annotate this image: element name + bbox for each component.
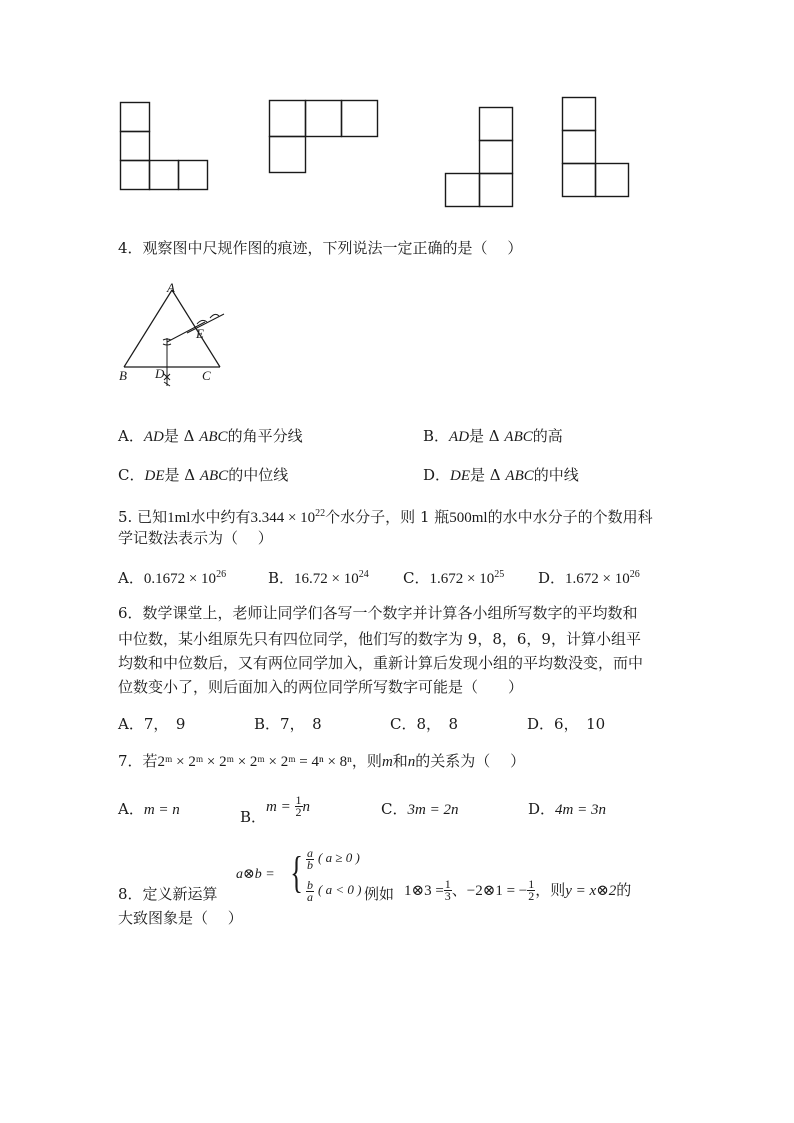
text: 的水中水分子的个数用科 [487,508,653,526]
example-2: −2⊗1 = − [466,882,528,899]
option-letter: B． [254,715,281,733]
text: 的关系为（ ） [415,752,526,770]
times-ten: × 10 [327,571,359,587]
fraction [444,879,452,902]
net-figure-2 [269,100,381,176]
unit: 500ml [449,510,488,526]
option-tri: ABC [504,429,533,445]
numerator: b [307,878,313,892]
option-expr: 4m = 3n [555,802,606,818]
denominator: a [307,890,313,904]
times-ten: × 10 [284,510,316,526]
option-tri: ABC [199,429,228,445]
case1-condition: ( a ≥ 0 ) [318,850,360,865]
q7-option-c[interactable] [381,799,458,820]
option-value: 6， 10 [554,715,606,733]
times-ten: × 10 [598,571,630,587]
option-letter: C． [118,466,145,484]
q5-option-b[interactable] [268,565,369,589]
option-tail: 的高 [532,427,563,445]
option-expr: m = n [143,802,180,818]
q8-definition [236,846,366,906]
case2-fraction [306,880,314,903]
option-expr: 3m = 2n [407,802,459,818]
option-var: DE [144,468,165,484]
times-ten: × 10 [185,571,217,587]
option-value: 7， 9 [143,715,186,733]
exponent: 24 [358,569,369,580]
option-letter: A． [118,800,144,818]
label-A: A [167,280,175,295]
exponent: 26 [629,569,640,580]
option-var: DE [450,468,471,484]
var-n: n [407,754,416,770]
q5-option-d[interactable] [538,565,640,589]
option-value: 7， 8 [280,715,322,733]
unit: 1ml [167,510,191,526]
option-letter: C． [381,800,408,818]
times-ten: × 10 [463,571,495,587]
equation: 2ᵐ × 2ᵐ × 2ᵐ × 2ᵐ × 2ᵐ = 4ⁿ × 8ⁿ [157,754,352,770]
text: 和 [392,752,408,770]
option-letter: B． [240,807,267,826]
numerator: a [307,846,313,860]
q5-option-a[interactable] [118,565,226,589]
option-letter: C． [390,715,417,733]
q4-option-c[interactable] [118,465,288,486]
q4-option-d[interactable] [423,465,579,486]
option-var: AD [449,429,470,445]
exponent: 22 [315,508,326,519]
option-mid: 是 Δ [164,466,200,484]
numerator: 1 [444,877,451,891]
coefficient: 16.72 [294,571,328,587]
option-mid: 是 Δ [469,427,505,445]
case1-fraction [306,848,314,871]
option-letter: B． [268,569,295,587]
denominator: 2 [295,805,302,819]
option-expr: m = [266,798,295,815]
net-figure-3 [445,107,515,210]
option-letter: D． [538,569,566,587]
option-mid: 是 Δ [470,466,506,484]
numerator: 1 [528,877,535,891]
exponent: 26 [216,569,227,580]
net-figure-1 [120,102,210,192]
q8-stem-line2: 大致图象是（ ） [118,909,243,927]
q6-option-b[interactable] [254,714,322,734]
denominator: 2 [528,889,535,903]
numerator: 1 [295,793,302,807]
example-1: 1⊗3 = [404,882,444,899]
q7-option-a[interactable] [118,799,180,820]
net-figure-4 [562,97,632,199]
left-brace: { [290,848,303,897]
q7-option-b[interactable] [240,792,310,828]
option-letter: C． [403,569,430,587]
q8-example-label: 例如 [364,885,395,903]
text: 个水分子，则 1 瓶 [325,508,450,526]
option-letter: D． [423,466,451,484]
option-tail: 的角平分线 [227,427,303,445]
denominator: b [307,858,313,872]
option-tail: 的中位线 [228,466,289,484]
option-tri: ABC [199,468,229,484]
denominator: 3 [444,889,451,903]
exponent: 25 [494,569,505,580]
var-m: m [381,754,393,770]
text: 的 [616,880,632,899]
option-letter: A． [118,715,144,733]
q6-stem-line2: 中位数，某小组原先只有四位同学，他们写的数字为 9，8，6，9，计算小组平 [118,630,641,648]
option-letter: D． [528,800,556,818]
text: ，则 [535,880,566,899]
label-C: C [202,368,211,383]
q5-stem-line1 [118,504,653,528]
q7-stem [118,751,525,772]
q5-stem-line2: 学记数法表示为（ ） [118,529,273,547]
q6-stem-line1: 6．数学课堂上，老师让同学们各写一个数字并计算各小组所写数字的平均数和 [118,604,638,622]
definition-lhs: a⊗b = [236,867,275,882]
option-letter: B． [423,427,450,445]
separator: 、 [451,880,467,899]
fraction [295,795,303,818]
option-tri: ABC [505,468,534,484]
q4-triangle-figure [112,280,232,390]
option-var: AD [143,429,164,445]
q4-option-a[interactable] [118,426,303,447]
option-tail: 的中线 [533,466,579,484]
q8-prefix: 8．定义新运算 [118,885,218,903]
option-letter: A． [118,427,144,445]
q4-stem: 4．观察图中尺规作图的痕迹，下列说法一定正确的是（ ） [118,239,523,257]
q6-stem-line4: 位数变小了，则后面加入的两位同学所写数字可能是（ ） [118,678,524,696]
label-E: E [196,326,204,341]
text: ，则 [351,752,382,770]
coefficient: 1.672 [429,571,464,587]
label-B: B [119,368,127,383]
option-expr: n [302,798,310,815]
text: 7．若 [118,752,158,770]
coefficient: 1.672 [565,571,599,587]
label-D: D [155,366,165,381]
q4-option-b[interactable] [423,426,563,447]
text: 水中约有 [190,508,251,526]
coefficient: 0.1672 [143,571,186,587]
q8-example-line [404,876,631,910]
function: y = x⊗2 [565,882,617,899]
option-letter: A． [118,569,144,587]
text: 5. 已知 [118,508,168,526]
q6-option-d[interactable] [527,714,605,734]
q7-option-d[interactable] [528,799,606,820]
q5-option-c[interactable] [403,565,504,589]
coefficient: 3.344 [250,510,285,526]
q6-stem-line3: 均数和中位数后，又有两位同学加入，重新计算后发现小组的平均数没变，而中 [118,654,644,672]
option-mid: 是 Δ [163,427,200,445]
option-letter: D． [527,715,555,733]
option-value: 8， 8 [416,715,459,733]
q6-option-a[interactable] [118,714,185,734]
q6-option-c[interactable] [390,714,458,734]
case2-condition: ( a < 0 ) [318,882,362,897]
